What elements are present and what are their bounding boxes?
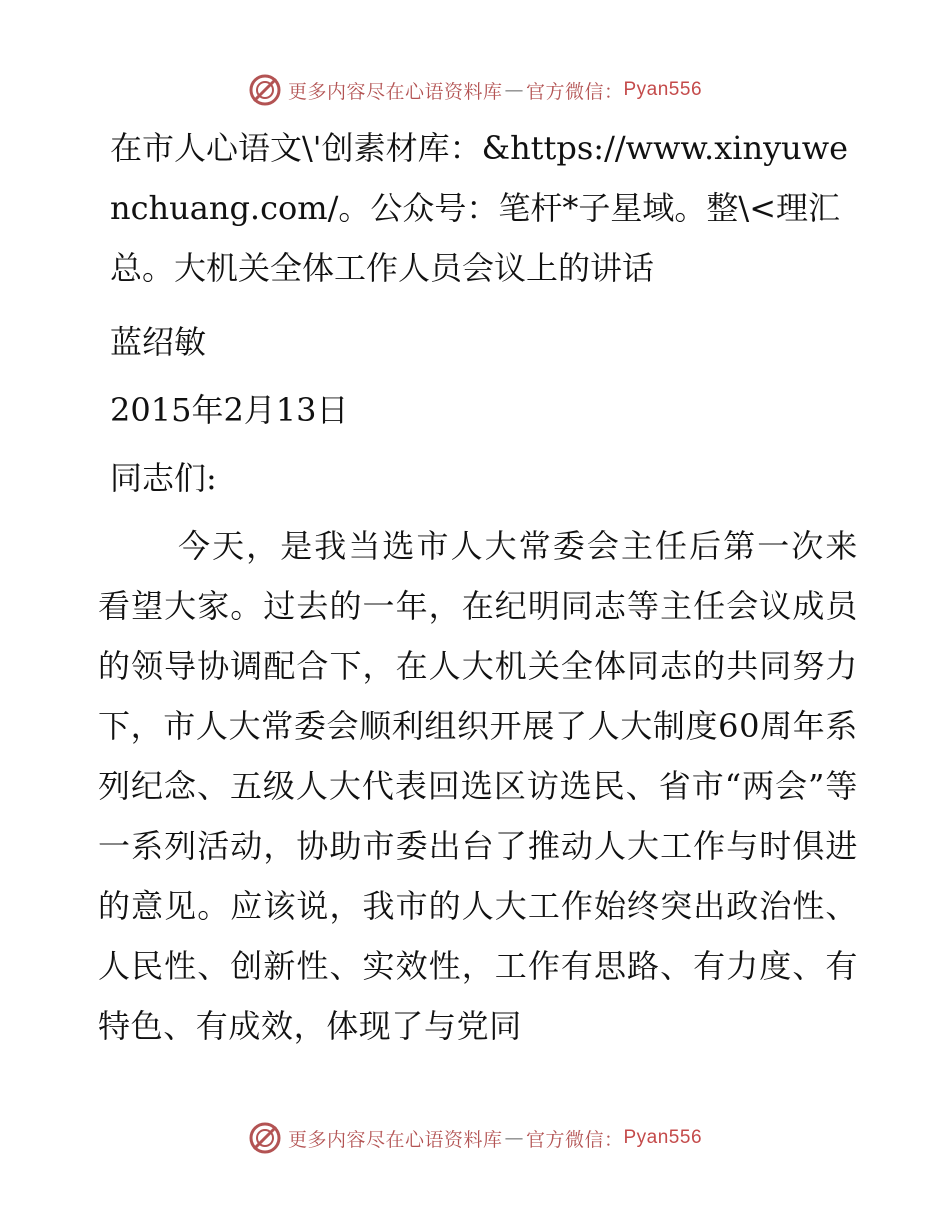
salutation: 同志们: (110, 459, 217, 497)
document-date: 2015年2月13日 (110, 391, 349, 429)
banner-wechat-label: 官方微信： (525, 1128, 624, 1151)
bottom-banner (0, 1118, 950, 1158)
body-paragraph: 今天，是我当选市人大常委会主任后第一次来看望大家。过去的一年，在纪明同志等主任会议成员的领导协调配合下，在人大机关全体同志的共同努力下，市人大常委会顺利组织开展了人大制度60周年系列纪念、五级人大代表回选区访选民、省市“两会”等一系列活动，协助市委出台了推动人大工作与时俱进的意见。应该说，我市的人大工作始终突出政治性、人民性、创新性、实效性，工作有思路、有力度、有特色、有成效，体现了与党同 (98, 527, 858, 1045)
author-name: 蓝绍敏 (110, 323, 207, 361)
banner-wechat-id: Pyan556 (623, 79, 703, 100)
banner-wechat-id: Pyan556 (623, 1127, 703, 1148)
banner-separator: — (504, 79, 524, 101)
banner-main-text: 更多内容尽在心语资料库 (287, 80, 503, 103)
document-title: 在市人心语文\'创素材库：&https://www.xinyuwenchuang.com/。公众号：笔杆*子星域。整\<理汇总。大机关全体工作人员会议上的讲话 (110, 129, 849, 287)
banner-wechat-label: 官方微信： (525, 80, 624, 103)
seal-logo-icon (248, 1121, 282, 1155)
document-body (98, 118, 858, 1056)
seal-logo-icon (248, 73, 282, 107)
banner-main-text: 更多内容尽在心语资料库 (287, 1128, 503, 1151)
top-banner (0, 70, 950, 110)
banner-separator: — (504, 1127, 524, 1149)
